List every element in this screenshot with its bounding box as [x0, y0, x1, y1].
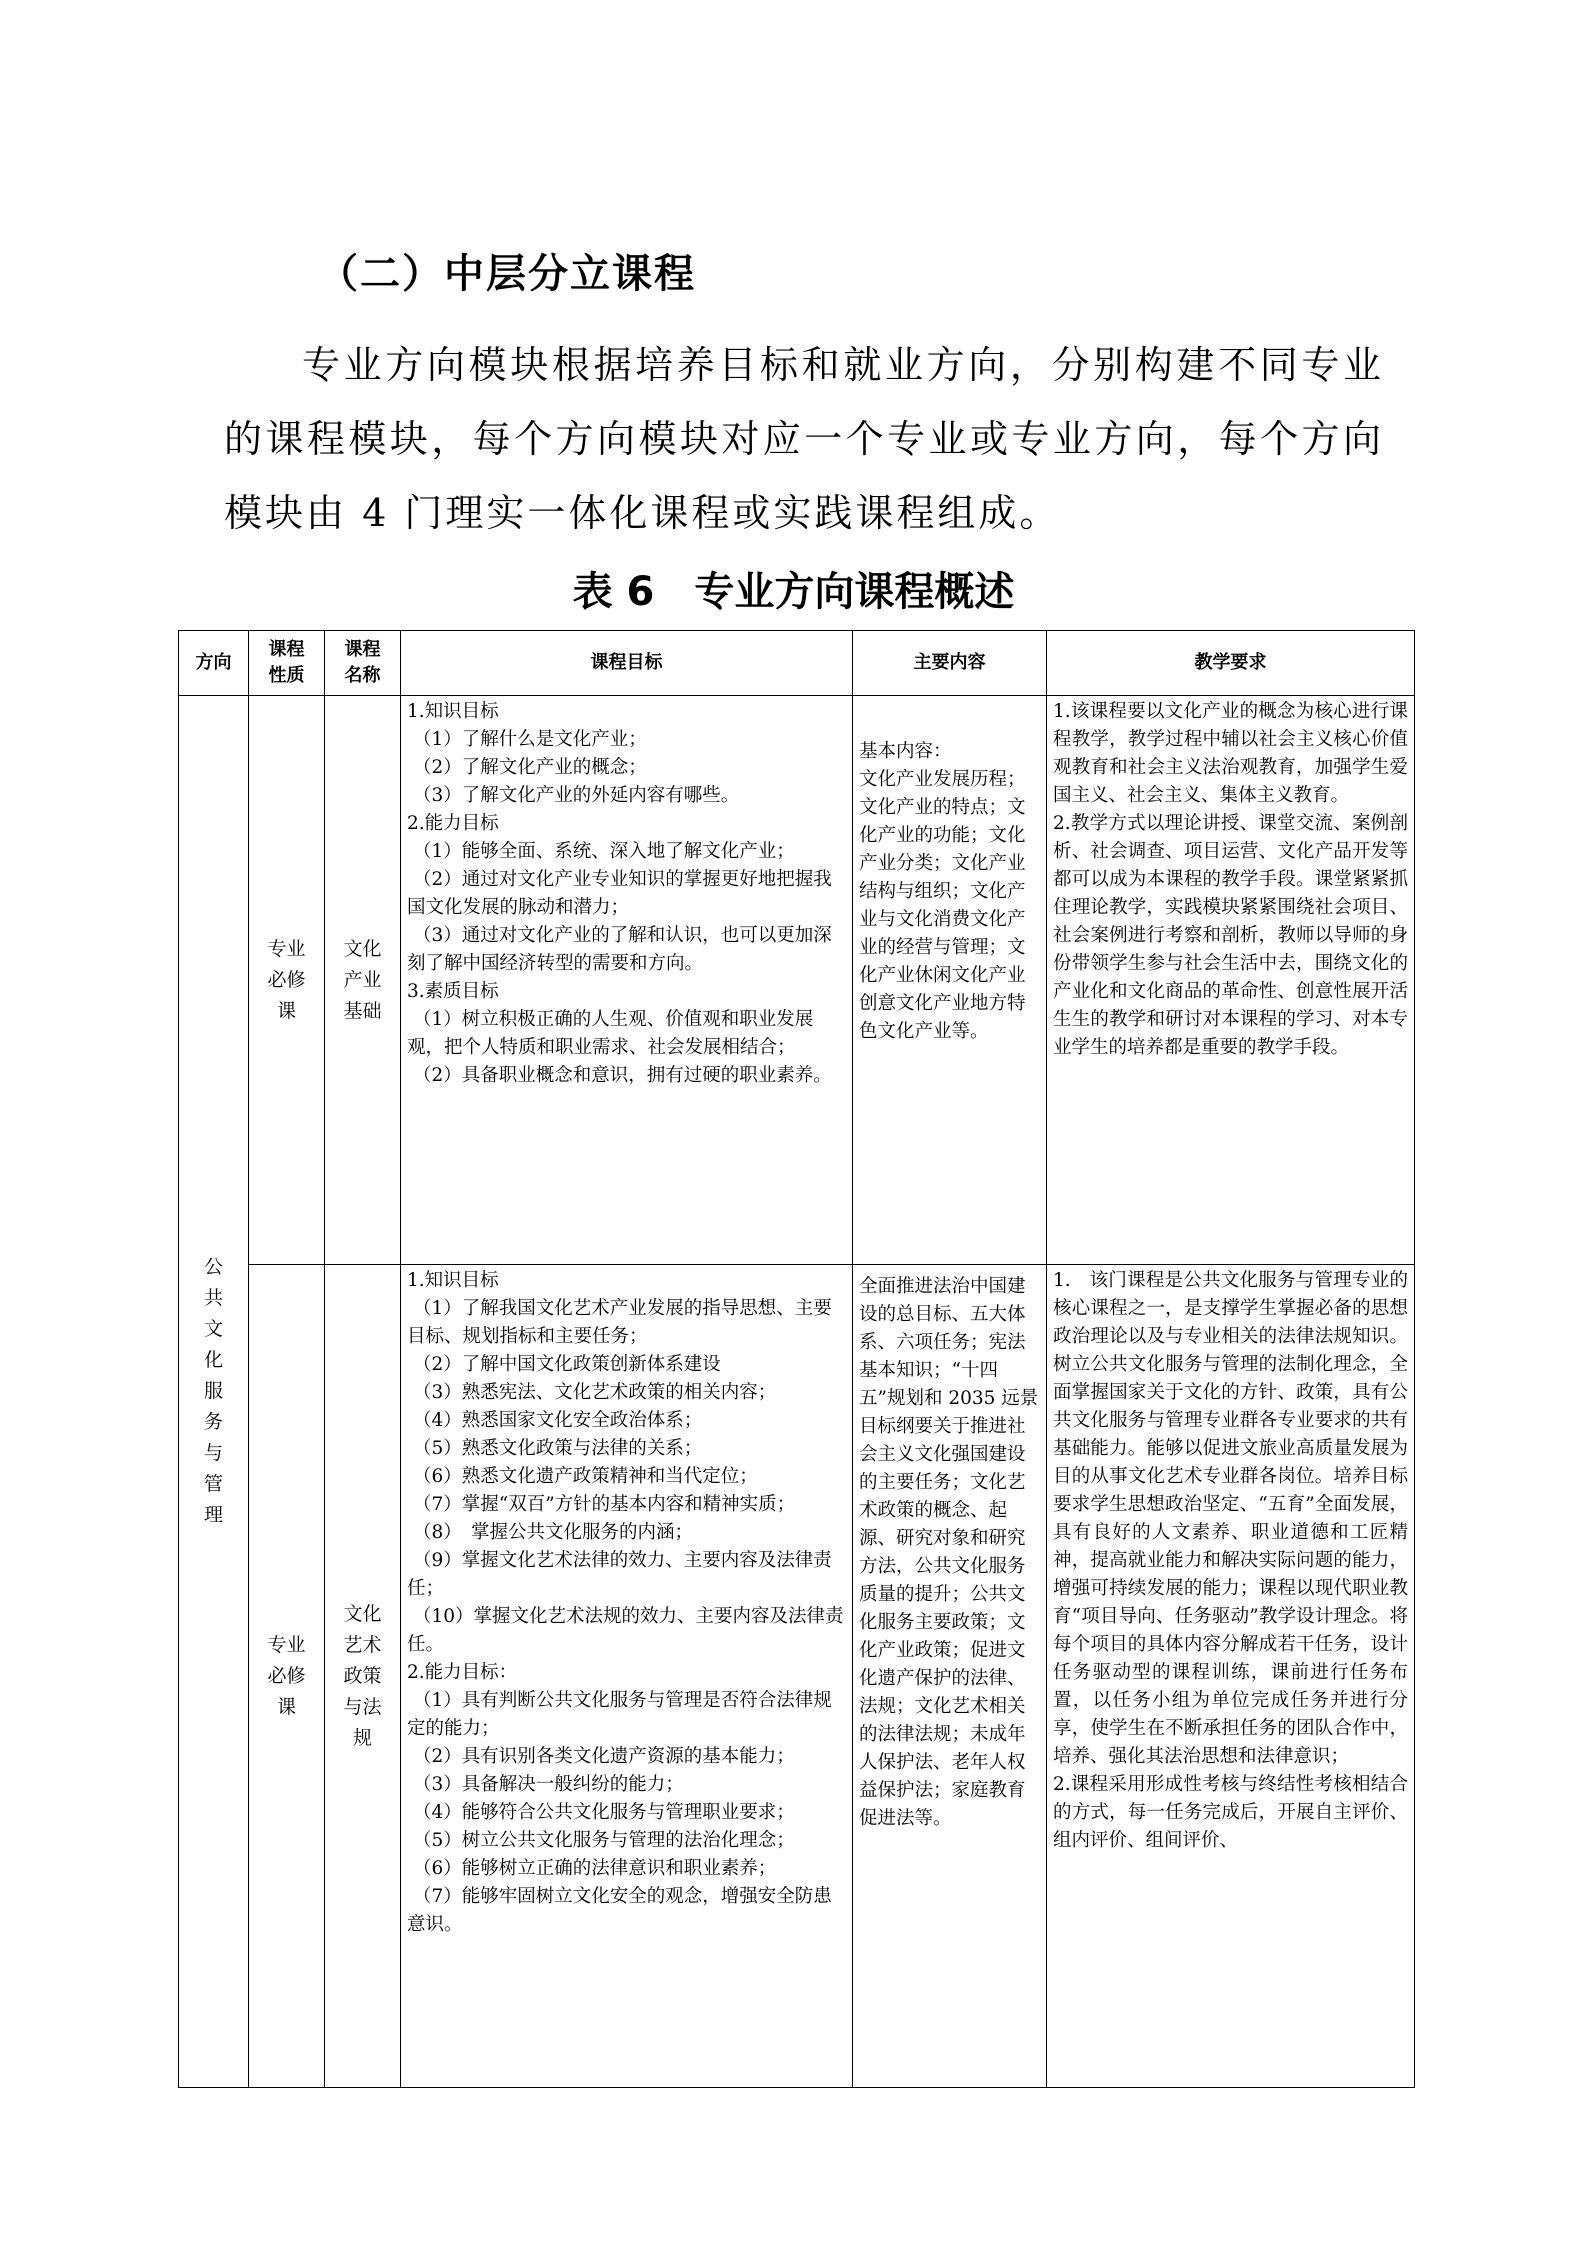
section-heading: （二）中层分立课程	[318, 251, 696, 297]
header-requirements: 教学要求	[1047, 631, 1415, 696]
requirement-item: 2.教学方式以理论讲授、课堂交流、案例剖析、社会调查、项目运营、文化产品开发等都可以成为本课程的教学手段。课堂紧紧抓住理论教学，实践模块紧紧围绕社会项目、社会案例进行考察和剖析，教师以导师的身份带领学生参与社会生活中去，围绕文化的产业化和文化商品的革命性、创意性展开活生生的教学和研讨对本课程的学习、对本专业学生的培养都是重要的教学手段。	[1053, 813, 1408, 1058]
goal-line: （6）能够树立正确的法律意识和职业素养；	[413, 1858, 777, 1879]
goal-line: （1）具有判断公共文化服务与管理是否符合法律规定的能力；	[407, 1690, 832, 1739]
header-content: 主要内容	[853, 631, 1047, 696]
goal-line: （2）了解文化产业的概念；	[413, 757, 647, 778]
goal-line: （1）了解我国文化艺术产业发展的指导思想、主要目标、规划指标和主要任务；	[407, 1298, 832, 1347]
goal-line: （2）具有识别各类文化遗产资源的基本能力；	[413, 1746, 795, 1767]
goal-line: （4）能够符合公共文化服务与管理职业要求；	[413, 1802, 795, 1823]
name-cell	[325, 1265, 401, 2088]
requirements-cell	[1047, 696, 1415, 1265]
goals-cell	[401, 696, 853, 1265]
goal-line: （7）能够牢固树立文化安全的观念，增强安全防患意识。	[407, 1886, 832, 1935]
goal-line: （3）了解文化产业的外延内容有哪些。	[413, 785, 740, 806]
goal-line: （3）熟悉宪法、文化艺术政策的相关内容；	[413, 1382, 777, 1403]
goal-line: （5）树立公共文化服务与管理的法治化理念；	[413, 1830, 795, 1851]
name-text: 文化艺术政策与法规	[343, 1602, 382, 1749]
goal-line: （2）通过对文化产业专业知识的掌握更好地把握我国文化发展的脉动和潜力；	[407, 869, 832, 918]
header-goals: 课程目标	[401, 631, 853, 696]
nature-cell	[249, 696, 325, 1265]
header-nature: 课程性质	[249, 631, 325, 696]
goal-line: 1.知识目标	[407, 701, 499, 722]
goal-line: （5）熟悉文化政策与法律的关系；	[413, 1438, 703, 1459]
goal-line: 3.素质目标	[407, 981, 499, 1002]
requirement-item: 1.该课程要以文化产业的概念为核心进行课程教学，教学过程中辅以社会主义核心价值观教育和社会主义法治观教育，加强学生爱国主义、社会主义、集体主义教育。	[1053, 701, 1408, 806]
goal-line: （8） 掌握公共文化服务的内涵；	[413, 1522, 694, 1543]
nature-text: 专业必修课	[267, 937, 306, 1022]
name-text: 文化产业基础	[343, 937, 382, 1022]
goal-line: 2.能力目标	[407, 813, 499, 834]
content-text: 全面推进法治中国建设的总目标、五大体系、六项任务；宪法基本知识；“十四五”规划和 2035 远景目标纲要关于推进社会主义文化强国建设的主要任务；文化艺术政策的概念、起源、研究对象和研究方法，公共文化服务质量的提升；公共文化服务主要政策；文化产业政策；促进文化遗产保护的法律、法规；文化艺术相关的法律法规；未成年人保护法、老年人权益保护法；家庭教育促进法等。	[859, 1276, 1039, 1829]
goal-line: 1.知识目标	[407, 1270, 499, 1291]
goal-line: （3）具备解决一般纠纷的能力；	[413, 1774, 684, 1795]
table-row	[179, 696, 1415, 1265]
goal-line: （2）了解中国文化政策创新体系建设	[413, 1354, 721, 1375]
goal-line: （1）树立积极正确的人生观、价值观和职业发展观，把个人特质和职业需求、社会发展相结合；	[407, 1009, 814, 1058]
name-cell	[325, 696, 401, 1265]
goal-line: （4）熟悉国家文化安全政治体系；	[413, 1410, 703, 1431]
content-title: 基本内容：	[859, 741, 952, 762]
requirement-item: 2.课程采用形成性考核与终结性考核相结合的方式，每一任务完成后，开展自主评价、组内评价、组间评价、	[1053, 1774, 1408, 1851]
goal-line: 2.能力目标：	[407, 1662, 518, 1683]
course-table	[178, 630, 1415, 2088]
goal-line: （3）通过对文化产业的了解和认识，也可以更加深刻了解中国经济转型的需要和方向。	[407, 925, 832, 974]
nature-cell	[249, 1265, 325, 2088]
goal-line: （6）熟悉文化遗产政策精神和当代定位；	[413, 1466, 758, 1487]
content-cell	[853, 1265, 1047, 2088]
goal-line: （7）掌握“双百”方针的基本内容和精神实质；	[413, 1494, 796, 1515]
header-name: 课程名称	[325, 631, 401, 696]
direction-cell	[179, 696, 249, 2088]
direction-text: 公共文化服务与管理	[203, 1256, 223, 1526]
goals-cell	[401, 1265, 853, 2088]
table-caption: 表 6 专业方向课程概述	[572, 569, 1015, 615]
content-cell	[853, 696, 1047, 1265]
requirement-item: 1. 该门课程是公共文化服务与管理专业的核心课程之一，是支撑学生掌握必备的思想政治理论以及与专业相关的法律法规知识。树立公共文化服务与管理的法制化理念，全面掌握国家关于文化的方针、政策，具有公共文化服务与管理专业群各专业要求的共有基础能力。能够以促进文旅业高质量发展为目的从事文化艺术专业群各岗位。培养目标要求学生思想政治坚定、“五育”全面发展，具有良好的人文素养、职业道德和工匠精神，提高就业能力和解决实际问题的能力，增强可持续发展的能力；课程以现代职业教育“项目导向、任务驱动”教学设计理念。将每个项目的具体内容分解成若干任务，设计任务驱动型的课程训练，课前进行任务布置，以任务小组为单位完成任务并进行分享，使学生在不断承担任务的团队合作中，培养、强化其法治思想和法律意识；	[1053, 1270, 1408, 1767]
goal-line: （9）掌握文化艺术法律的效力、主要内容及法律责任；	[407, 1550, 832, 1599]
table-header-row	[179, 631, 1415, 696]
content-text: 文化产业发展历程；文化产业的特点；文化产业的功能；文化产业分类；文化产业结构与组织；文化产业与文化消费文化产业的经营与管理；文化产业休闲文化产业创意文化产业地方特色文化产业等。	[859, 769, 1026, 1042]
goal-line: （1）能够全面、系统、深入地了解文化产业；	[413, 841, 795, 862]
goal-line: （1）了解什么是文化产业；	[413, 729, 647, 750]
intro-paragraph: 专业方向模块根据培养目标和就业方向，分别构建不同专业的课程模块，每个方向模块对应一个专业或专业方向，每个方向模块由 4 门理实一体化课程或实践课程组成。	[224, 343, 1384, 535]
requirements-cell	[1047, 1265, 1415, 2088]
nature-text: 专业必修课	[267, 1633, 306, 1718]
goal-line: （2）具备职业概念和意识，拥有过硬的职业素养。	[413, 1065, 832, 1086]
table-row	[179, 1265, 1415, 2088]
goal-line: （10）掌握文化艺术法规的效力、主要内容及法律责任。	[407, 1606, 844, 1655]
header-direction: 方向	[179, 631, 249, 696]
